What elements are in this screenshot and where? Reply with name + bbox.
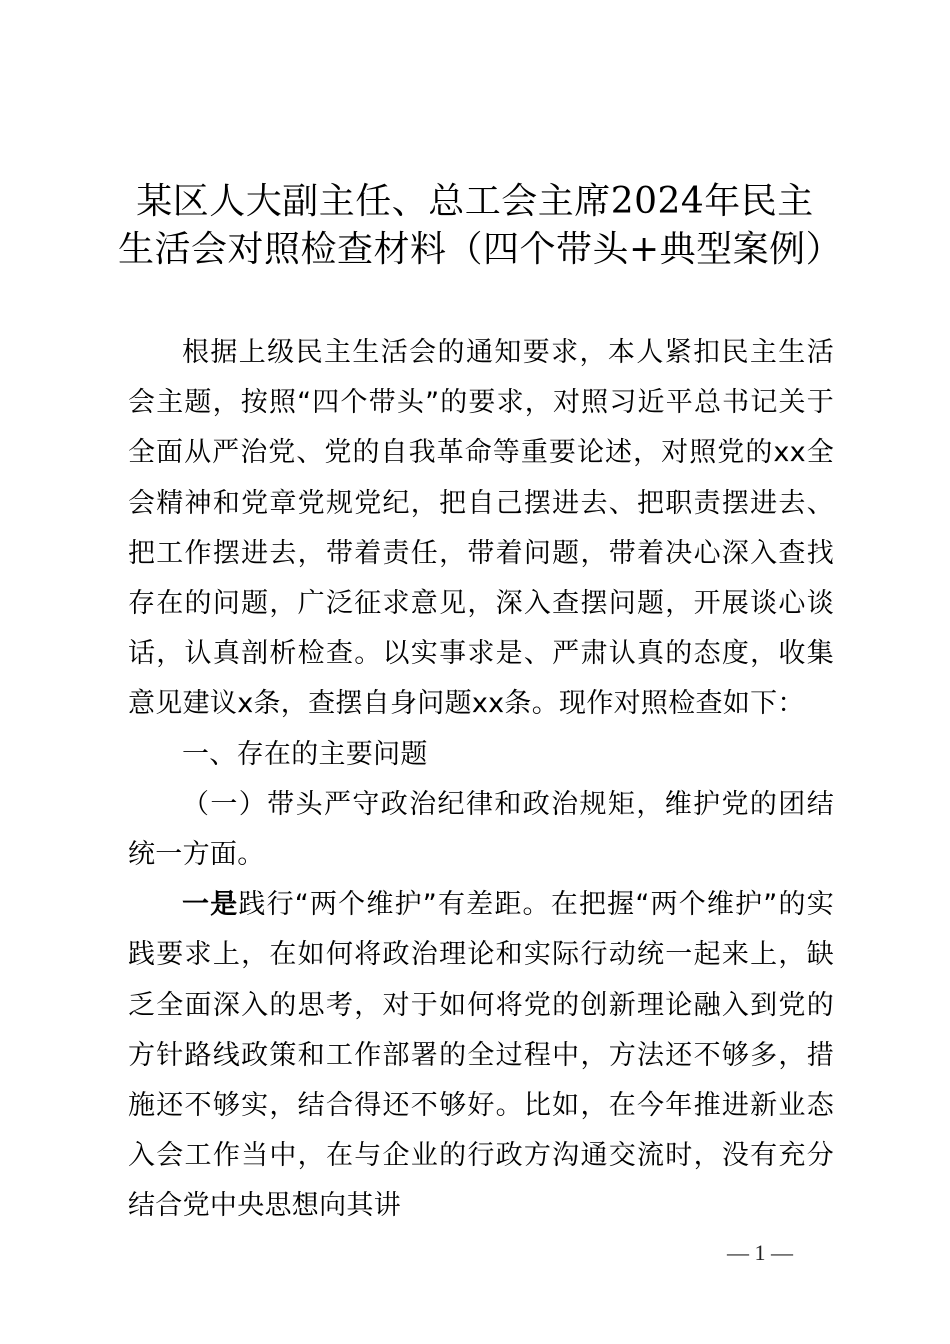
document-title: 某区人大副主任、总工会主席2024年民主生活会对照检查材料（四个带头+典型案例） [118, 181, 843, 270]
point-one-text: 践行“两个维护”有差距。在把握“两个维护”的实践要求上，在如何将政治理论和实际行动统一起来上，缺乏全面深入的思考，对于如何将党的创新理论融入到党的方针路线政策和工作部署的全过程中，方法还不够多，措施还不够实，结合得还不够好。比如，在今年推进新业态入会工作当中，在与企业的行政方沟通交流时，没有充分结合党中央思想向其讲 [128, 889, 834, 1222]
intro-paragraph: 根据上级民主生活会的通知要求，本人紧扣民主生活会主题，按照“四个带头”的要求，对照习近平总书记关于全面从严治党、党的自我革命等重要论述，对照党的xx全会精神和党章党规党纪，把自己摆进去、把职责摆进去、把工作摆进去，带着责任，带着问题，带着决心深入查找存在的问题，广泛征求意见，深入查摆问题，开展谈心谈话，认真剖析检查。以实事求是、严肃认真的态度，收集意见建议x条，查摆自身问题xx条。现作对照检查如下： [128, 337, 834, 720]
point-one-paragraph [128, 880, 834, 1231]
point-one-lead: 一是 [182, 889, 239, 921]
document-body [128, 328, 834, 1232]
page-number: — 1 — [727, 1240, 793, 1265]
section-heading: 一、存在的主要问题 [182, 738, 428, 770]
subsection-heading: （一）带头严守政治纪律和政治规矩，维护党的团结统一方面。 [128, 788, 834, 871]
